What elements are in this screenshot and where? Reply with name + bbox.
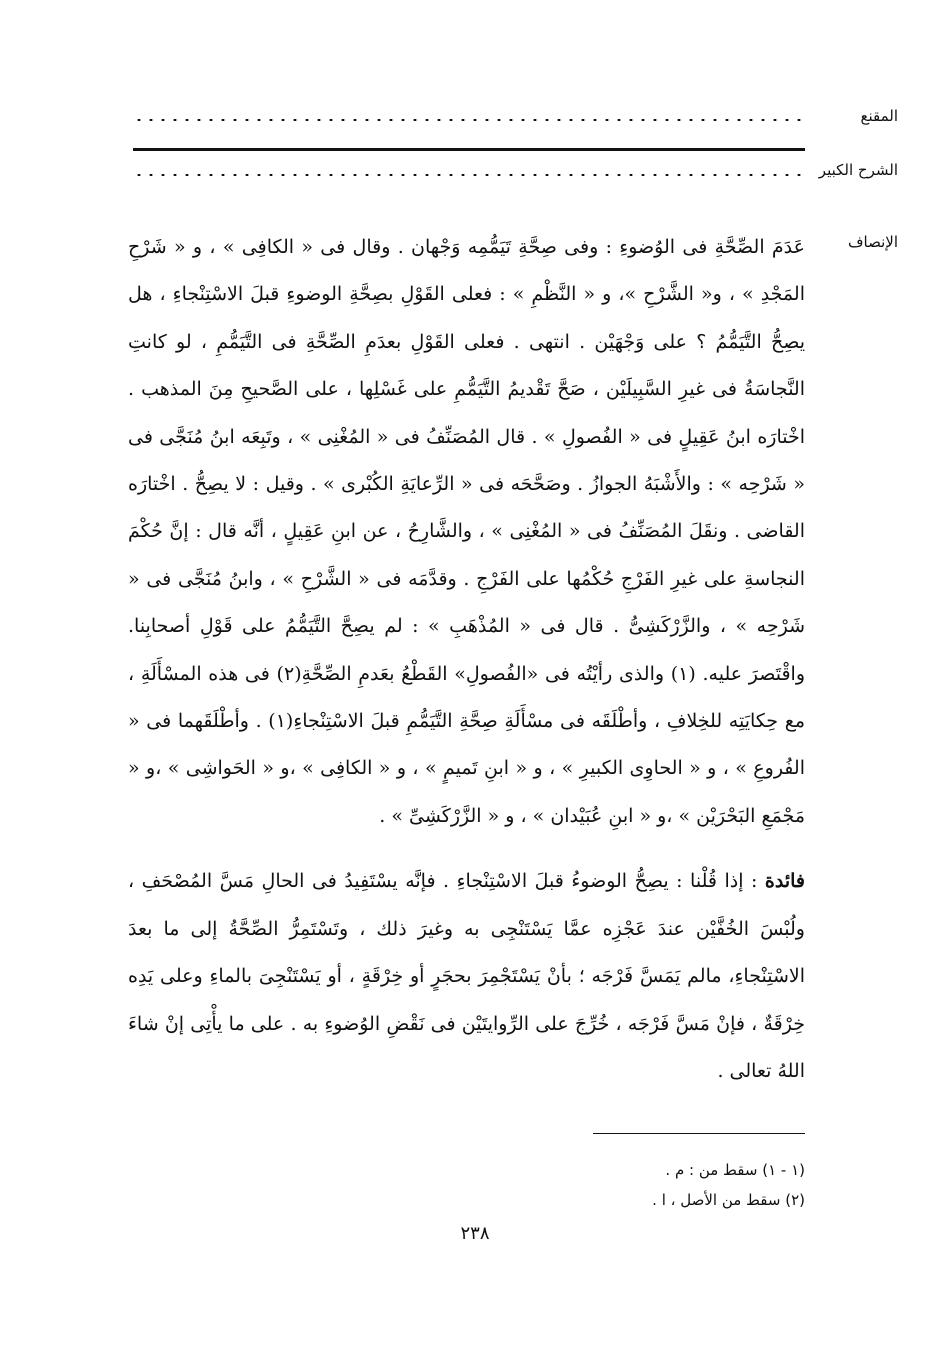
footnote-2: (٢) سقط من الأصل ، ا . xyxy=(652,1191,805,1209)
sharh-dotted-line xyxy=(133,174,805,176)
insaf-label: الإنصاف xyxy=(847,233,898,251)
paragraph-2-text: : إذا قُلْنا : يصِحُّ الوضوءُ قبلَ الاسْتِنْجاءِ . فإنَّه يسْتَفِيدُ فى الحالِ مَسَّ المُصْحَفِ ، ولُبْسَ الخُفَّيْن عندَ عَجْزِه عمَّا يَسْتَنْجِى به وغيرَ ذلك ، وتَسْتَمِرُّ الصِّحَّةُ إلى ما بعدَ الاسْتِنْجاءِ، مالم يَمَسَّ فَرْجَه ؛ بأنْ يَسْتَجْمِرَ بحجَرٍ أو خِرْقَةٍ ، أو يَسْتَنْجِىَ بالماءِ وعلى يَدِه خِرْقَةٌ ، فإنْ مَسَّ فَرْجَه ، خُرِّجَ على الرِّوايتَيْن فى نَقْضِ الوُضوءِ به . على ما يأْتِى إنْ شاءَ اللهُ تعالى . xyxy=(128,870,805,1082)
footnotes xyxy=(300,1155,805,1215)
section-divider xyxy=(133,148,805,151)
page-number: ٢٣٨ xyxy=(460,1223,490,1244)
main-text xyxy=(128,224,805,1095)
sharh-label: الشرح الكبير xyxy=(818,161,898,179)
muqni-label: المقنع xyxy=(860,107,898,125)
fayda-heading: فائدة xyxy=(764,870,805,893)
paragraph-2 xyxy=(128,858,805,1095)
footnote-rule xyxy=(593,1133,805,1134)
paragraph-1: عَدَمَ الصِّحَّةِ فى الوُضوءِ : وفى صِحَّةِ تَيَمُّمِه وَجْهان . وقال فى « الكافِى » ، و « شَرْحِ المَجْدِ » ، و« الشَّرْحِ »، و « النَّظْمِ » : فعلى القَوْلِ بصِحَّةِ الوضوءِ قبلَ الاسْتِنْجاءِ ، هل يصِحُّ التَّيَمُّمُ ؟ على وَجْهَيْن . انتهى . فعلى القَوْلِ بعدَمِ الصِّحَّةِ فى التَّيَمُّمِ ، لو كانتِ النَّجاسَةُ فى غيرِ السَّبِيلَيْن ، صَحَّ تَقْديمُ التَّيَمُّمِ على غَسْلِها ، على الصَّحيحِ مِنَ المذهب . اخْتارَه ابنُ عَقِيلٍ فى « الفُصولِ » . قال المُصَنِّفُ فى « المُغْنِى » ، وتَبِعَه ابنُ مُنَجَّى فى « شَرْحِه » : والأَشْبَهُ الجوازُ . وصَحَّحَه فى « الرِّعايَةِ الكُبْرى » . وقيل : لا يصِحُّ . اخْتارَه القاضى . ونقَلَ المُصَنِّفُ فى « المُغْنِى » ، والشَّارِحُ ، عن ابنِ عَقِيلٍ ، أنَّه قال : إنَّ حُكْمَ النجاسةِ على غيرِ الفَرْجِ حُكْمُها على الفَرْجِ . وقدَّمَه فى « الشَّرْحِ » ، وابنُ مُنَجَّى فى « شَرْحِه » ، والزَّرْكَشِىُّ . قال فى « المُذْهَبِ » : لم يصِحَّ التَّيَمُّمُ على قَوْلِ أصحابِنا. واقْتَصرَ عليه. (١) والذى رأيْتُه فى «الفُصولِ» القَطْعُ بعَدمِ الصِّحَّةِ(٢) فى هذه المسْأَلَةِ ، مع حِكايَتِه للخِلافِ ، وأطْلَقَه فى مسْأَلَةِ صِحَّةِ التَّيَمُّمِ قبلَ الاسْتِنْجاءِ(١) . وأطْلَقَهما فى « الفُروعِ » ، و « الحاوِى الكبيرِ » ، و « ابنِ تَميمٍ » ، و « الكافِى » ،و « الحَواشِى » ،و « مَجْمَعِ البَحْرَيْن » ،و « ابنِ عُبَيْدان » ، و « الزَّرْكَشِىِّ » . xyxy=(128,236,805,827)
muqni-dotted-line xyxy=(133,119,805,121)
footnote-1: (١ - ١) سقط من : م . xyxy=(665,1161,805,1179)
